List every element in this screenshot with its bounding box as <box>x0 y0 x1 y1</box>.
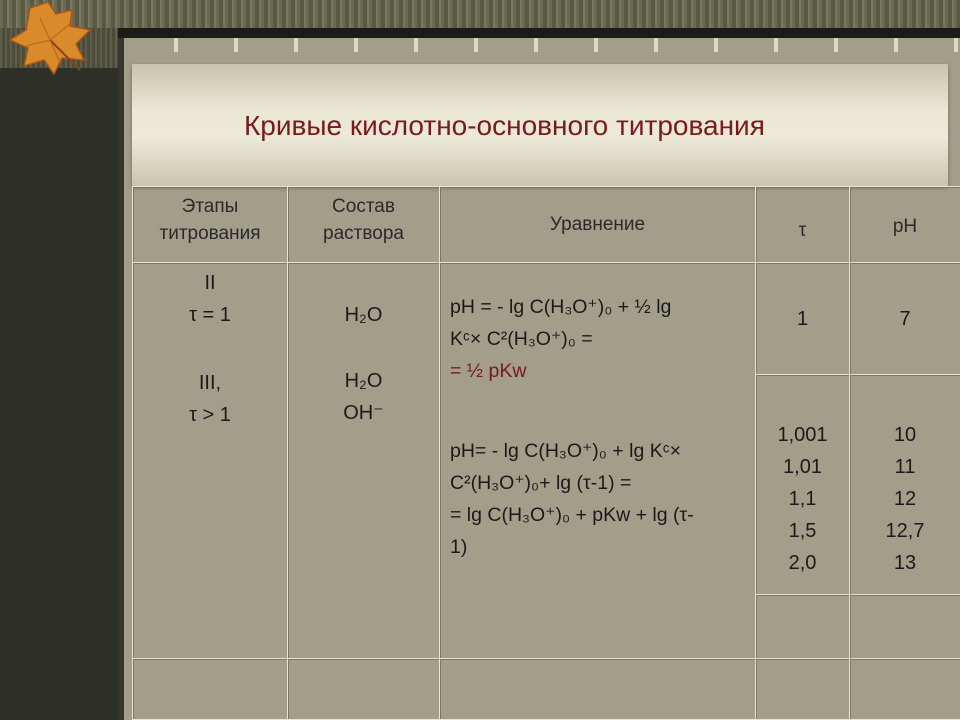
header-composition-line2: раствора <box>323 223 404 244</box>
tau-3-value: 2,0 <box>788 552 817 574</box>
composition-3-hydroxide: OH⁻ <box>343 402 384 424</box>
empty-tau-cell <box>756 595 850 659</box>
ph-cell-2 <box>850 263 960 375</box>
tau-3-value: 1,5 <box>788 520 817 542</box>
stage-cell <box>133 263 288 659</box>
ph-cell-3 <box>850 375 960 595</box>
header-composition-line1: Состав <box>332 196 395 217</box>
left-dark-panel <box>0 28 118 720</box>
stage-3-label: III, <box>198 372 222 394</box>
header-tau <box>756 187 850 263</box>
tau-cell-2 <box>756 263 850 375</box>
ph-2-value: 7 <box>899 308 911 330</box>
table-row <box>133 263 960 375</box>
empty-tau-cell <box>756 659 850 720</box>
ph-3-value: 12,7 <box>885 520 925 542</box>
tau-3-value: 1,1 <box>788 488 817 510</box>
equation-2-line2: Kᶜ× C²(H₃O⁺)₀ = <box>450 328 593 350</box>
tau-cell-3 <box>756 375 850 595</box>
header-stages-line2: титрования <box>159 223 261 244</box>
equation-3-line3: = lg C(H₃O⁺)₀ + pKw + lg (τ- <box>450 504 694 526</box>
page-title: Кривые кислотно-основного титрования <box>244 110 765 141</box>
top-texture-strip <box>0 0 960 28</box>
ph-3-value: 10 <box>893 424 917 446</box>
empty-ph-cell <box>850 595 960 659</box>
tau-3-value: 1,01 <box>783 456 822 478</box>
ph-3-value: 11 <box>894 456 916 478</box>
empty-equation-cell <box>440 659 756 720</box>
tau-2-value: 1 <box>796 308 809 330</box>
stage-2-tau: τ = 1 <box>189 304 231 326</box>
header-ph-label: pH <box>892 216 918 237</box>
titration-table <box>132 186 960 720</box>
header-stages <box>133 187 288 263</box>
empty-composition-cell <box>288 659 440 720</box>
stage-3-tau: τ > 1 <box>189 404 231 426</box>
composition-3-water: H₂O <box>344 370 383 392</box>
autumn-leaf-icon <box>0 0 110 80</box>
composition-2: H₂O <box>344 304 383 326</box>
header-dark-band <box>118 28 960 38</box>
equation-3-line4: 1) <box>450 536 468 558</box>
header-ph <box>850 187 960 263</box>
table-header-row <box>133 187 960 263</box>
table-row <box>133 659 960 720</box>
equation-3-line2: C²(H₃O⁺)₀+ lg (τ-1) = <box>450 472 632 494</box>
ph-3-value: 13 <box>893 552 917 574</box>
ph-3-value: 12 <box>893 488 917 510</box>
equation-2-line1: pH = - lg C(H₃O⁺)₀ + ½ lg <box>450 296 672 318</box>
dashed-top-border <box>124 38 960 52</box>
empty-ph-cell <box>850 659 960 720</box>
header-tau-label: τ <box>798 220 807 241</box>
header-equation <box>440 187 756 263</box>
stage-2-label: II <box>204 272 216 294</box>
equation-2-result: = ½ pKw <box>450 360 527 382</box>
header-composition <box>288 187 440 263</box>
equation-cell <box>440 263 756 659</box>
header-stages-line1: Этапы <box>181 196 239 217</box>
empty-stage-cell <box>133 659 288 720</box>
composition-cell <box>288 263 440 659</box>
equation-3-line1: pH= - lg C(H₃O⁺)₀ + lg Kᶜ× <box>450 440 682 462</box>
header-equation-label: Уравнение <box>549 214 646 235</box>
tau-3-value: 1,001 <box>777 424 828 446</box>
